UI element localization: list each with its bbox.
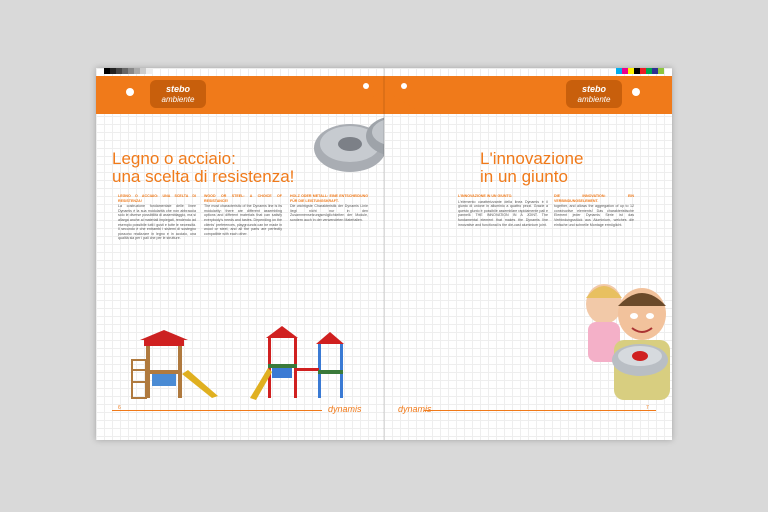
text-column: HOLZ ODER METALL: EINE ENTSCHEIDUNG FÜR DIE LEISTUNGSKRAFT. Die wichtigste Charakteristik der Dynamis Linie liegt nicht nur in den Zusammensetzungsmöglichkeiten der Module, sondern auch in der verwendeten Materialien.: [290, 194, 368, 222]
logo: stebo ambiente: [150, 80, 206, 108]
aluminium-joint-photo: [310, 108, 384, 178]
headline-line-1: Legno o acciaio:: [112, 149, 236, 168]
spread-gutter: [383, 68, 385, 440]
footer-brand: dynamis: [398, 404, 432, 414]
color-calibration-strip: [616, 68, 664, 74]
page-number: 6: [118, 405, 121, 411]
left-page: [96, 68, 384, 440]
footer-brand: dynamis: [328, 404, 362, 414]
text-column: WOOD OR STEEL: A CHOICE OF RESISTANCE! The most characteristic of the Dynamis line is its modularity: there are different assembling options and different materials that can satisfy everybody's needs and tastes. Depending on the clients' preferences, playgrounds can be made in wood or steel, and all the parts are perfectly compatible with each other.: [204, 194, 282, 236]
headline-line-1: L'innovazione: [480, 149, 584, 168]
text-column: DIE INNOVATION: EIN VERBINDUNGSELEMENT. together, and allows the aggregation of up to 12 constructive elements! Das charakteristische Element jeder Dynamis Serie ist das Verbindungsstück aus Aluminium, welches die einfache und schnelle Montage ermöglicht.: [554, 194, 634, 227]
children-photo: [584, 264, 672, 404]
page-headline: [480, 150, 583, 186]
headline-line-2: in un giunto: [480, 167, 568, 186]
color-calibration-strip: [104, 68, 152, 74]
page-number: 7: [646, 405, 649, 411]
wooden-playground-illustration: [126, 330, 226, 402]
headline-line-2: una scelta di resistenza!: [112, 167, 295, 186]
footer-rule: [112, 410, 322, 411]
page-headline: [112, 150, 294, 186]
brochure-spread: [96, 68, 672, 440]
logo: stebo ambiente: [566, 80, 622, 108]
text-column: LEGNO O ACCIAIO: UNA SCELTA DI RESISTENZA! La costruzione fondamentale delle linee Dynamis è la sua modularità che non abbraccia solo le diverse possibilità di assemblaggio, ma si allarga anche ai materiali impiegati, rendendo ad esempio possibile tutti i gusti e tutte le necessità. Il secondo è che entrambi i sistemi di sostegno possono realizzare in legno e in acciaio, una qualità sia per i pali che per le strutture.: [118, 194, 196, 241]
orange-header-bar: [384, 76, 672, 114]
steel-playground-illustration: [246, 324, 362, 404]
right-page: [384, 68, 672, 440]
text-column: L'INNOVAZIONE IN UN GIUNTO. L'elemento caratterizzante della linea Dynamis è il giunto di unione in alluminio a quattro pezzi. Grazie a questo giunto è possibile assemblare rapidamente pali e pannelli. THE INNOVATION IN A JOINT. The fundamental element that makes the Dynamis line innovative and functional is the die-cast aluminium joint.: [458, 194, 548, 227]
footer-rule: [424, 410, 656, 411]
